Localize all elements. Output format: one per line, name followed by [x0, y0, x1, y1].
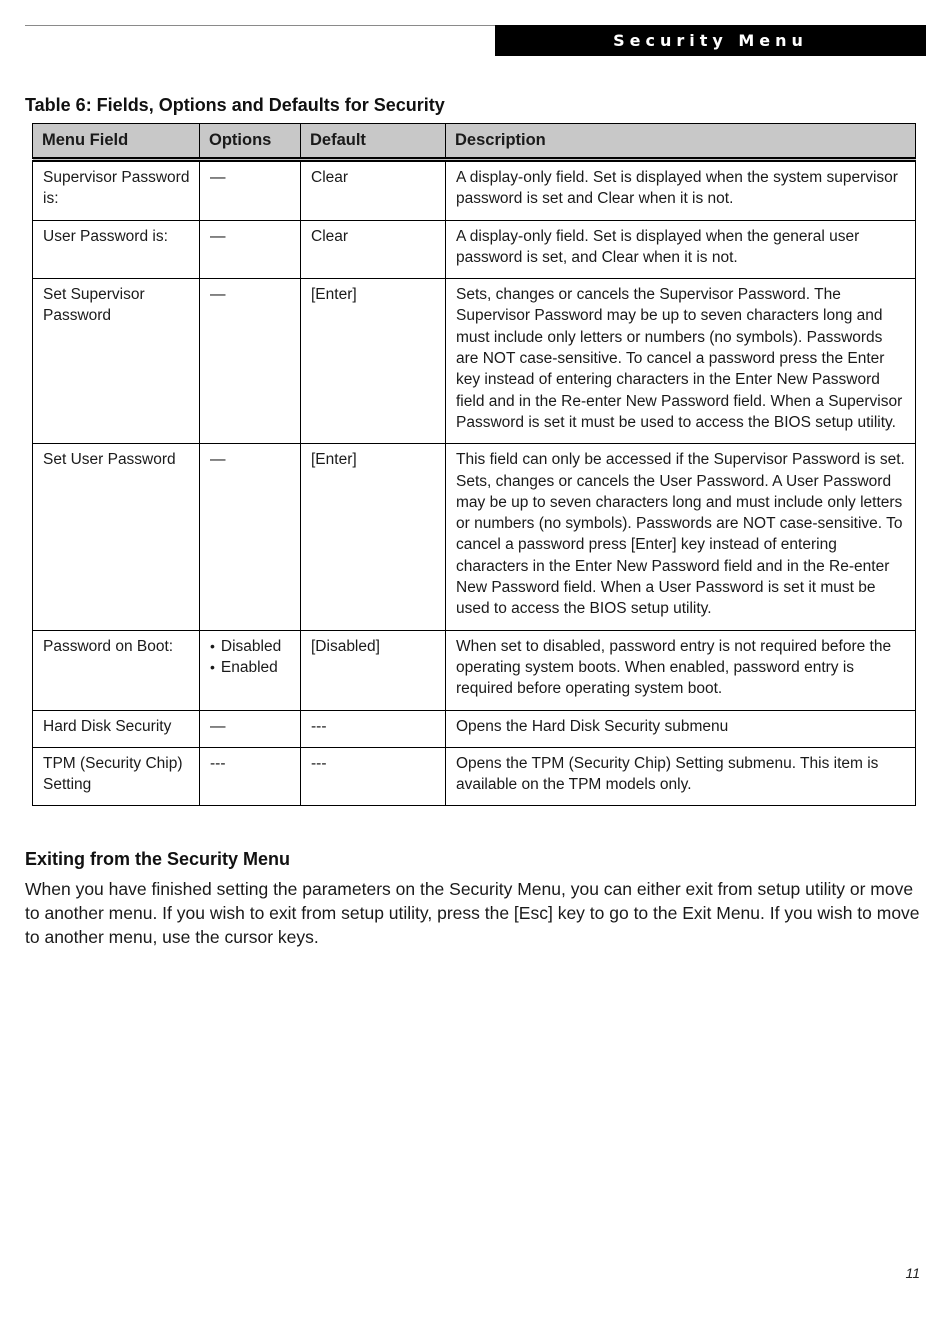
- cell-menu-field: Supervisor Password is:: [33, 160, 200, 221]
- cell-default: [Enter]: [301, 444, 446, 630]
- table-row: [33, 630, 916, 710]
- cell-default: Clear: [301, 220, 446, 279]
- cell-description: Sets, changes or cancels the Supervisor Password. The Supervisor Password may be up to seven characters long and must include only letters or numbers (no symbols). Passwords are NOT case-sensitive. To cancel a password press the Enter key instead of entering characters in the Enter New Password field and in the Re-enter New Password field. When a Supervisor Password is set it must be used to access the BIOS setup utility.: [446, 279, 916, 444]
- cell-default: ---: [301, 710, 446, 747]
- cell-description: A display-only field. Set is displayed when the general user password is set, and Clear when it is not.: [446, 220, 916, 279]
- column-header-description: Description: [446, 124, 916, 160]
- cell-options: —: [200, 444, 301, 630]
- cell-default: Clear: [301, 160, 446, 221]
- column-header-options: Options: [200, 124, 301, 160]
- table-row: [33, 747, 916, 806]
- page-number: 11: [905, 1265, 920, 1281]
- column-header-menu-field: Menu Field: [33, 124, 200, 160]
- table-caption: Table 6: Fields, Options and Defaults for Security: [25, 95, 445, 115]
- cell-menu-field: TPM (Security Chip) Setting: [33, 747, 200, 806]
- cell-description: When set to disabled, password entry is not required before the operating system boots. When enabled, password entry is required before operating system boot.: [446, 630, 916, 710]
- cell-menu-field: User Password is:: [33, 220, 200, 279]
- exiting-section-body: When you have finished setting the parameters on the Security Menu, you can either exit from setup utility or move to another menu. If you wish to exit from setup utility, press the [Esc] key to go to the Exit Menu. If you wish to move to another menu, use the cursor keys.: [25, 879, 920, 947]
- table-row: [33, 444, 916, 630]
- security-table: [32, 123, 916, 806]
- table-row: [33, 160, 916, 221]
- cell-options: —: [200, 160, 301, 221]
- section-header-bar: Security Menu: [495, 25, 926, 56]
- cell-menu-field: Set User Password: [33, 444, 200, 630]
- option-item-disabled: • Disabled: [210, 636, 291, 657]
- cell-options: [200, 630, 301, 710]
- cell-options: —: [200, 279, 301, 444]
- table-row: [33, 279, 916, 444]
- cell-description: A display-only field. Set is displayed when the system supervisor password is set and Clear when it is not.: [446, 160, 916, 221]
- options-list: [210, 636, 291, 679]
- cell-description: This field can only be accessed if the Supervisor Password is set. Sets, changes or cancels the User Password. A User Password may be up to seven characters long and must include only letters or numbers (no symbols). Passwords are NOT case-sensitive. To cancel a password press [Enter] key instead of entering characters in the Enter New Password field and in the Re-enter New Password field. When a User Password is set it must be used to access the BIOS setup utility.: [446, 444, 916, 630]
- table-row: [33, 220, 916, 279]
- table-row: [33, 710, 916, 747]
- cell-default: [Disabled]: [301, 630, 446, 710]
- cell-menu-field: Set Supervisor Password: [33, 279, 200, 444]
- table-header-row: [33, 124, 916, 160]
- cell-default: [Enter]: [301, 279, 446, 444]
- header-rule: [25, 25, 495, 26]
- cell-default: ---: [301, 747, 446, 806]
- cell-menu-field: Password on Boot:: [33, 630, 200, 710]
- cell-options: ---: [200, 747, 301, 806]
- cell-options: —: [200, 710, 301, 747]
- option-item-enabled: • Enabled: [210, 657, 291, 678]
- column-header-default: Default: [301, 124, 446, 160]
- exiting-section-title: Exiting from the Security Menu: [25, 849, 291, 869]
- cell-description: Opens the TPM (Security Chip) Setting submenu. This item is available on the TPM models only.: [446, 747, 916, 806]
- cell-menu-field: Hard Disk Security: [33, 710, 200, 747]
- cell-options: —: [200, 220, 301, 279]
- cell-description: Opens the Hard Disk Security submenu: [446, 710, 916, 747]
